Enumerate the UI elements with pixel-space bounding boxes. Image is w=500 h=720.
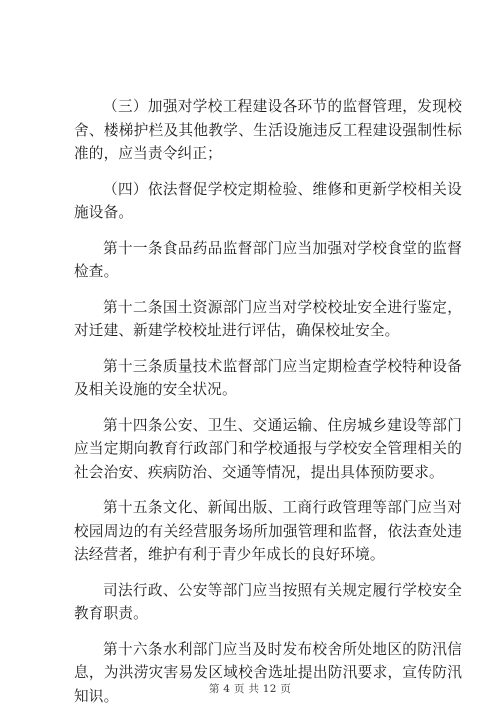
- document-body: [74, 95, 462, 720]
- paragraph-judicial: 司法行政、公安等部门应当按照有关规定履行学校安全教育职责。: [74, 581, 462, 622]
- paragraph-article-13: 第十三条质量技术监督部门应当定期检查学校特种设备及相关设施的安全状况。: [74, 357, 462, 398]
- paragraph-article-16: 第十六条水利部门应当及时发布校舍所处地区的防汛信息，为洪涝灾害易发区域校舍选址提出防汛要求，宣传防汛知识。: [74, 640, 462, 705]
- paragraph-article-11: 第十一条食品药品监督部门应当加强对学校食堂的监督检查。: [74, 239, 462, 280]
- paragraph-article-14: 第十四条公安、卫生、交通运输、住房城乡建设等部门应当定期向教育行政部门和学校通报与学校安全管理相关的社会治安、疾病防治、交通等情况，提出具体预防要求。: [74, 416, 462, 481]
- page-footer: 第 4 页 共 12 页: [208, 683, 292, 695]
- paragraph-item-3: （三）加强对学校工程建设各环节的监督管理，发现校舍、楼梯护栏及其他教学、生活设施违反工程建设强制性标准的，应当责令纠正；: [74, 98, 462, 162]
- paragraph-article-15: 第十五条文化、新闻出版、工商行政管理等部门应当对校园周边的有关经营服务场所加强管理和监督，依法查处违法经营者，维护有利于青少年成长的良好环境。: [74, 499, 462, 563]
- paragraph-item-4: （四）依法督促学校定期检验、维修和更新学校相关设施设备。: [74, 180, 462, 221]
- paragraph-article-12: 第十二条国土资源部门应当对学校校址安全进行鉴定，对迁建、新建学校校址进行评估，确保校址安全。: [74, 298, 462, 339]
